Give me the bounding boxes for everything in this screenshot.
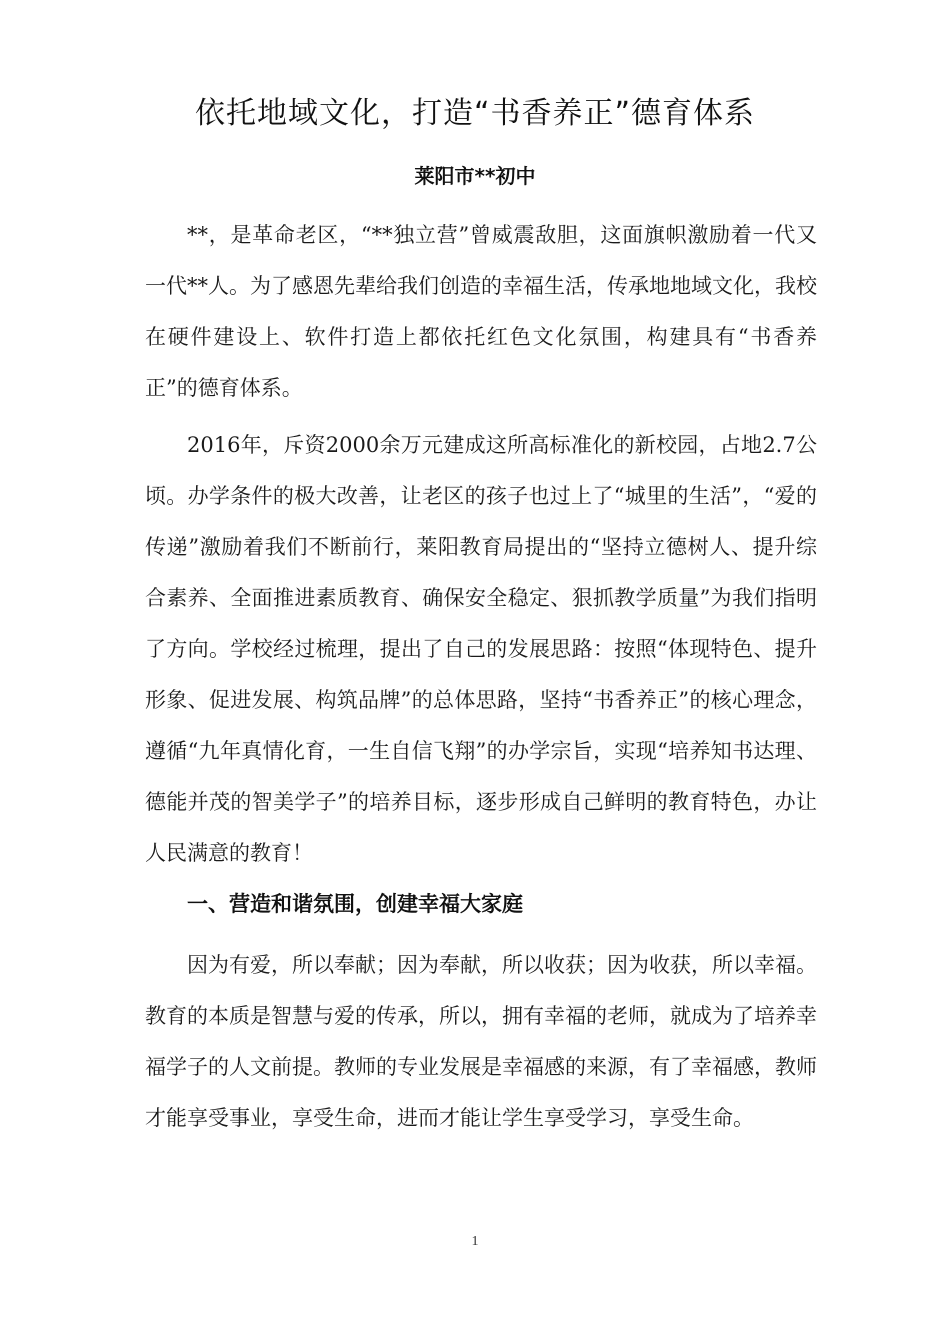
paragraph-intro: **，是革命老区，“**独立营”曾威震敌胆，这面旗帜激励着一代又一代**人。为了感恩先辈给我们创造的幸福生活，传承地地域文化，我校在硬件建设上、软件打造上都依托红色文化氛围，构建具有“书香养正”的德育体系。	[145, 223, 817, 400]
page-number: 1	[471, 1234, 479, 1249]
section-heading: 一、营造和谐氛围，创建幸福大家庭	[187, 892, 523, 916]
document-author: 莱阳市**初中	[414, 164, 536, 188]
paragraph-section-one: 因为有爱，所以奉献；因为奉献，所以收获；因为收获，所以幸福。教育的本质是智慧与爱的传承，所以，拥有幸福的老师，就成为了培养幸福学子的人文前提。教师的专业发展是幸福感的来源，有了幸福感，教师才能享受事业，享受生命，进而才能让学生享受学习，享受生命。	[145, 953, 817, 1130]
paragraph-background: 2016年，斥资2000余万元建成这所高标准化的新校园，占地2.7公顷。办学条件的极大改善，让老区的孩子也过上了“城里的生活”，“爱的传递”激励着我们不断前行，莱阳教育局提出的“坚持立德树人、提升综合素养、全面推进素质教育、确保安全稳定、狠抓教学质量”为我们指明了方向。学校经过梳理，提出了自己的发展思路：按照“体现特色、提升形象、促进发展、构筑品牌”的总体思路，坚持“书香养正”的核心理念，遵循“九年真情化育，一生自信飞翔”的办学宗旨，实现“培养知书达理、德能并茂的智美学子”的培养目标，逐步形成自己鲜明的教育特色，办让人民满意的教育！	[145, 433, 817, 865]
document-title: 依托地域文化，打造“书香养正”德育体系	[194, 96, 756, 131]
